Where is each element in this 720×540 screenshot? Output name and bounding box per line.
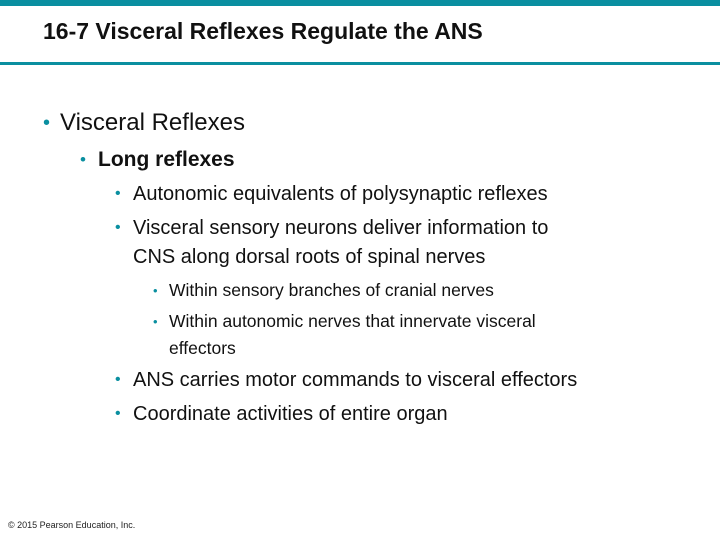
bullet-text-line1: Visceral sensory neurons deliver information to: [133, 217, 549, 239]
bullet-text: Autonomic equivalents of polysynaptic reflexes: [133, 183, 548, 205]
bullet-text-line2: effectors: [169, 338, 236, 358]
bullet-dot: •: [115, 219, 121, 236]
bullet-text: ANS carries motor commands to visceral effectors: [133, 369, 578, 391]
bullet-text: Long reflexes: [98, 148, 235, 171]
title-divider: [0, 62, 720, 65]
slide-title: 16-7 Visceral Reflexes Regulate the ANS: [43, 18, 483, 44]
bullet-dot: •: [115, 405, 121, 422]
top-accent-bar: [0, 0, 720, 6]
bullet-dot: •: [115, 371, 121, 388]
bullet-dot: •: [43, 112, 51, 134]
bullet-dot: •: [115, 185, 121, 202]
bullet-dot: •: [153, 314, 158, 329]
bullet-text-line2: CNS along dorsal roots of spinal nerves: [133, 246, 486, 268]
bullet-text: Coordinate activities of entire organ: [133, 403, 448, 425]
bullet-dot: •: [80, 150, 86, 169]
bullet-text-line1: Within autonomic nerves that innervate visceral: [169, 311, 536, 331]
copyright-footer: © 2015 Pearson Education, Inc.: [8, 520, 136, 530]
bullet-text: Visceral Reflexes: [60, 109, 245, 136]
bullet-text: Within sensory branches of cranial nerves: [169, 280, 494, 300]
bullet-dot: •: [153, 283, 158, 298]
